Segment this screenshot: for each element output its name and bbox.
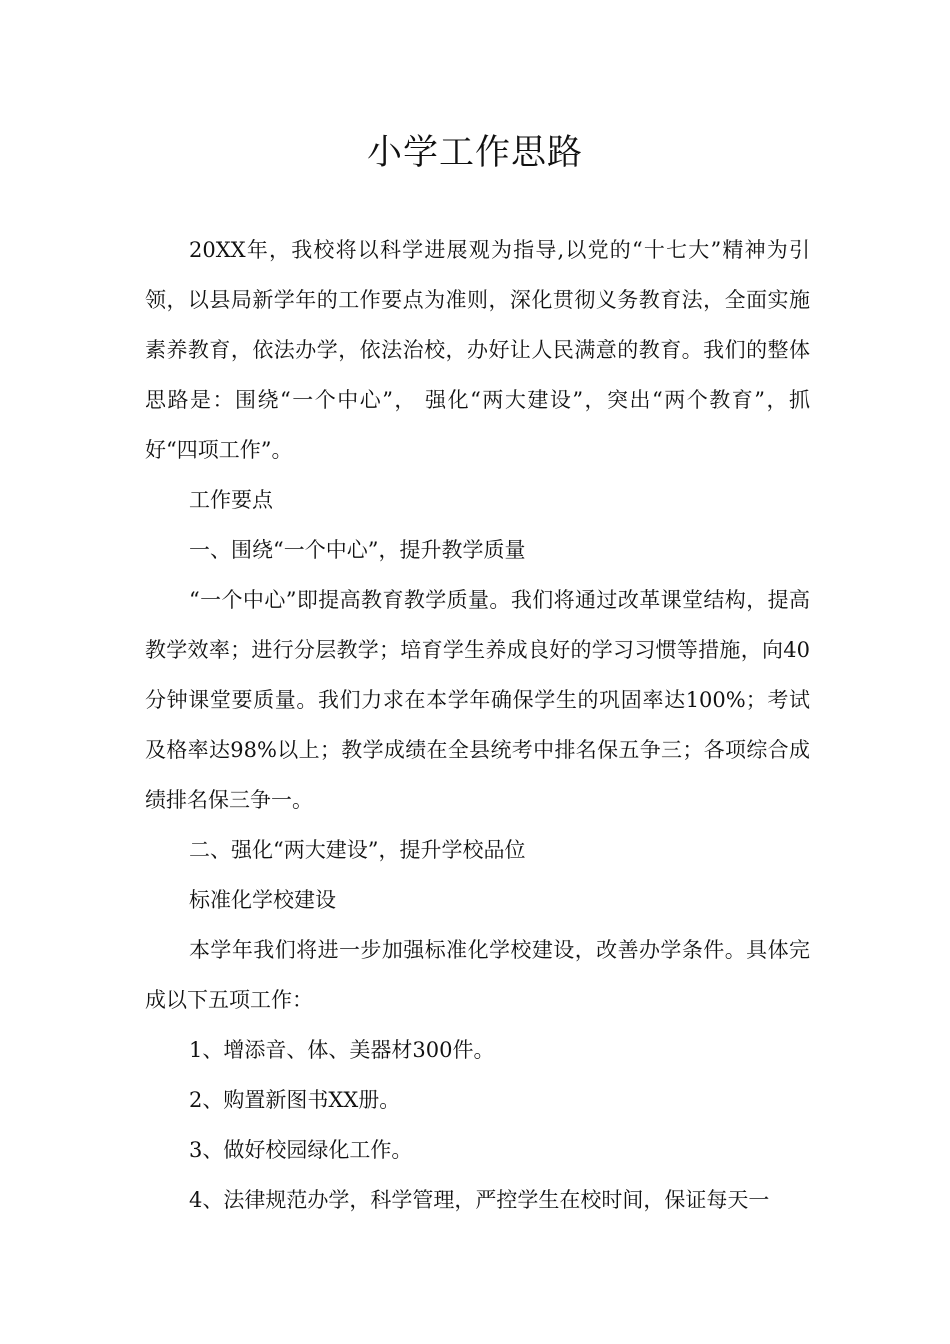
- section-heading-one: 一、围绕“一个中心”，提升教学质量: [189, 538, 526, 562]
- section-heading-two: 二、强化“两大建设”，提升学校品位: [189, 838, 526, 862]
- document-body: [145, 225, 810, 1225]
- paragraph-standardization: 本学年我们将进一步加强标准化学校建设，改善办学条件。具体完成以下五项工作：: [145, 938, 810, 1012]
- list-item-1: 1、增添音、体、美器材300件。: [189, 1038, 495, 1062]
- list-item-4: 4、法律规范办学，科学管理，严控学生在校时间，保证每天一: [189, 1188, 770, 1212]
- paragraph-one-center: “一个中心”即提高教育教学质量。我们将通过改革课堂结构，提高教学效率；进行分层教学；培育学生养成良好的学习习惯等措施，向40分钟课堂要质量。我们力求在本学年确保学生的巩固率达100%；考试及格率达98%以上；教学成绩在全县统考中排名保五争三；各项综合成绩排名保三争一。: [145, 588, 810, 812]
- paragraph-intro: 20XX年，我校将以科学进展观为指导,以党的“十七大”精神为引领，以县局新学年的工作要点为准则，深化贯彻义务教育法，全面实施素养教育，依法办学，依法治校，办好让人民满意的教育。我们的整体思路是：围绕“一个中心”， 强化“两大建设”，突出“两个教育”，抓好“四项工作”。: [145, 238, 810, 462]
- section-heading-work-points: 工作要点: [189, 488, 273, 512]
- list-item-3: 3、做好校园绿化工作。: [189, 1138, 413, 1162]
- page-title: 小学工作思路: [366, 133, 583, 173]
- list-item-2: 2、购置新图书XX册。: [189, 1088, 401, 1112]
- subsection-heading-standardization: 标准化学校建设: [189, 888, 336, 912]
